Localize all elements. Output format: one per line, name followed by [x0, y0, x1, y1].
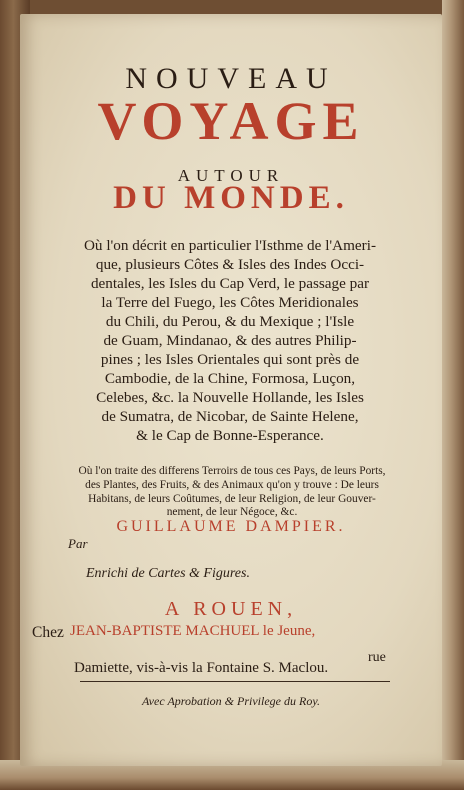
description-line: Cambodie, de la Chine, Formosa, Luçon, [104, 370, 356, 387]
description-line: de Guam, Mindanao, & des autres Philip- [103, 332, 357, 349]
secondary-description [46, 465, 418, 520]
illustrations-note: Enrichi de Cartes & Figures. [86, 566, 250, 581]
divider-rule [80, 681, 390, 682]
title-page [20, 14, 442, 766]
description-line: la Terre del Fuego, les Côtes Meridionales [101, 294, 359, 311]
royal-privilege-line: Avec Aprobation & Privilege du Roy. [142, 694, 320, 708]
description-line: pines ; les Isles Orientales qui sont près de [100, 351, 360, 368]
description-paragraph [42, 236, 418, 445]
description-line: & le Cap de Bonne-Esperance. [136, 427, 324, 444]
description-line: Où l'on décrit en particulier l'Isthme de l'Ameri- [83, 237, 377, 254]
imprint-rue: rue [368, 650, 386, 665]
secondary-description-line: des Plantes, des Fruits, & des Animaux qu'on y trouve : De leurs [85, 478, 379, 491]
secondary-description-line: Où l'on traite des differens Terroirs de tous ces Pays, de leurs Ports, [78, 465, 386, 477]
title-line-nouveau: NOUVEAU [125, 62, 337, 95]
imprint-city: A ROUEN, [164, 598, 298, 620]
imprint-chez: Chez [32, 624, 64, 641]
page-fore-edge [442, 0, 464, 790]
secondary-description-line: Habitans, de leurs Coûtumes, de leur Religion, de leur Gouver- [88, 492, 376, 505]
title-line-autour: AUTOUR [177, 166, 285, 185]
title-line-voyage: VOYAGE [97, 91, 365, 151]
description-line: du Chili, du Perou, & du Mexique ; l'Isle [105, 313, 355, 330]
description-line: que, plusieurs Côtes & Isles des Indes Occi- [95, 256, 365, 273]
description-line: Celebes, &c. la Nouvelle Hollande, les Isles [96, 389, 364, 406]
secondary-description-line: nement, de leur Négoce, &c. [166, 506, 298, 519]
description-line: dentales, les Isles du Cap Verd, le passage par [90, 275, 370, 292]
author-prefix: Par [68, 536, 88, 551]
imprint-printer: JEAN-BAPTISTE MACHUEL le Jeune, [70, 623, 316, 639]
description-line: de Sumatra, de Nicobar, de Sainte Helene, [101, 408, 359, 425]
imprint-address: Damiette, vis-à-vis la Fontaine S. Maclou. [74, 660, 329, 676]
title-line-du-monde: DU MONDE. [113, 180, 349, 216]
author-name: GUILLAUME DAMPIER. [116, 518, 346, 535]
